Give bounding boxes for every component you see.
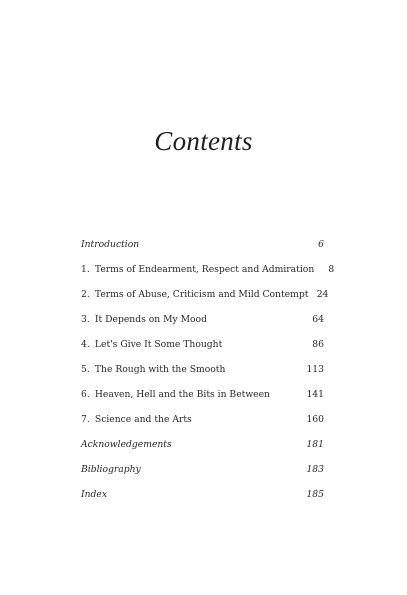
toc-entry-label: Introduction (81, 239, 140, 250)
toc-entry-page: 24 (316, 289, 329, 300)
chapter-number: 5. (81, 364, 90, 375)
toc-entry-label: 1. Terms of Endearment, Respect and Admiration (81, 262, 314, 278)
toc-entry-label: 3. It Depends on My Mood (81, 312, 207, 328)
chapter-number: 7. (81, 414, 90, 425)
toc-entry-label: Acknowledgements (81, 439, 172, 450)
chapter-number: 6. (81, 389, 90, 400)
toc-entry-label: 2. Terms of Abuse, Criticism and Mild Contempt (81, 287, 308, 303)
toc-entry-chapter-1[interactable] (81, 262, 335, 287)
toc-entry-introduction[interactable] (81, 237, 324, 262)
chapter-number: 4. (81, 339, 90, 350)
toc-entry-page: 185 (306, 489, 324, 500)
toc-entry-label: 7. Science and the Arts (81, 412, 192, 428)
toc-entry-page: 64 (312, 314, 324, 325)
toc-entry-label: Index (81, 489, 108, 500)
toc-entry-chapter-6[interactable] (81, 387, 324, 412)
toc-entry-chapter-4[interactable] (81, 337, 324, 362)
toc-entry-page: 86 (312, 339, 324, 350)
toc-entry-label: 6. Heaven, Hell and the Bits in Between (81, 387, 270, 403)
toc-entry-label: Bibliography (81, 464, 141, 475)
toc-entry-page: 183 (306, 464, 324, 475)
toc-entry-index[interactable] (81, 487, 324, 512)
toc-entry-page: 141 (306, 389, 324, 400)
toc-entry-page: 6 (318, 239, 324, 250)
table-of-contents (81, 237, 335, 512)
chapter-number: 3. (81, 314, 90, 325)
toc-entry-acknowledgements[interactable] (81, 437, 324, 462)
toc-entry-chapter-2[interactable] (81, 287, 329, 312)
toc-entry-chapter-7[interactable] (81, 412, 324, 437)
toc-entry-chapter-5[interactable] (81, 362, 324, 387)
page-title: Contents (154, 126, 253, 156)
toc-entry-page: 160 (306, 414, 324, 425)
chapter-number: 2. (81, 289, 90, 300)
toc-entry-page: 8 (328, 264, 335, 275)
toc-entry-bibliography[interactable] (81, 462, 324, 487)
toc-entry-page: 181 (306, 439, 324, 450)
toc-entry-chapter-3[interactable] (81, 312, 324, 337)
toc-entry-page: 113 (306, 364, 324, 375)
toc-entry-label: 5. The Rough with the Smooth (81, 362, 225, 378)
toc-entry-label: 4. Let's Give It Some Thought (81, 337, 222, 353)
chapter-number: 1. (81, 264, 90, 275)
